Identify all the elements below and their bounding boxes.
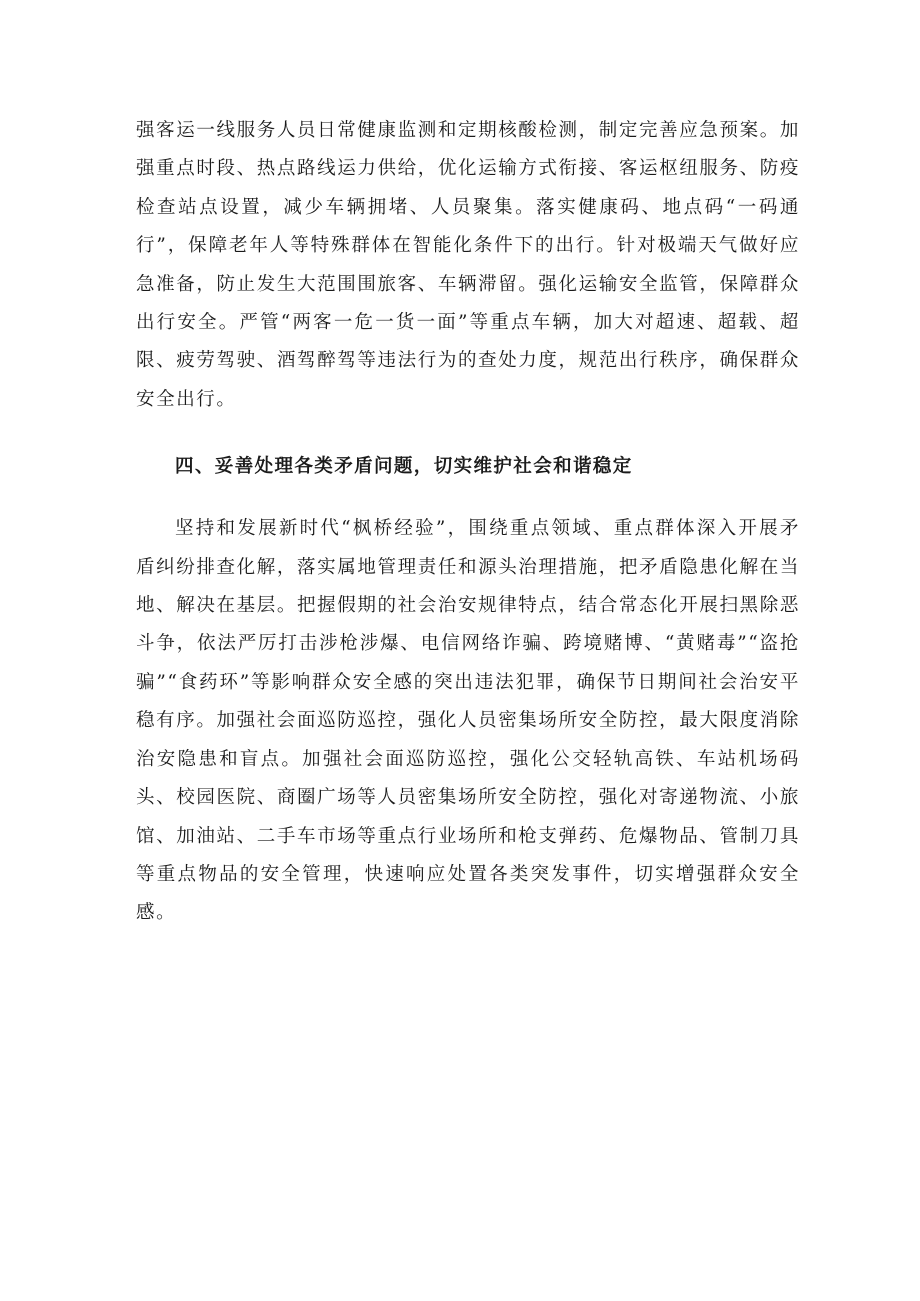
paragraph-section-4: 坚持和发展新时代“枫桥经验”，围绕重点领域、重点群体深入开展矛盾纠纷排查化解，落实属地管理责任和源头治理措施，把矛盾隐患化解在当地、解决在基层。把握假期的社会治安规律特点，结合常态化开展扫黑除恶斗争，依法严厉打击涉枪涉爆、电信网络诈骗、跨境赌博、“黄赌毒”“盗抢骗”“食药环”等影响群众安全感的突出违法犯罪，确保节日期间社会治安平稳有序。加强社会面巡防巡控，强化人员密集场所安全防控，最大限度消除治安隐患和盲点。加强社会面巡防巡控，强化公交轻轨高铁、车站机场码头、校园医院、商圈广场等人员密集场所安全防控，强化对寄递物流、小旅馆、加油站、二手车市场等重点行业场所和枪支弹药、危爆物品、管制刀具等重点物品的安全管理，快速响应处置各类突发事件，切实增强群众安全感。 — [136, 518, 800, 924]
document-body — [136, 112, 800, 933]
paragraph-continued: 强客运一线服务人员日常健康监测和定期核酸检测，制定完善应急预案。加强重点时段、热点路线运力供给，优化运输方式衔接、客运枢纽服务、防疫检查站点设置，减少车辆拥堵、人员聚集。落实健康码、地点码“一码通行”，保障老年人等特殊群体在智能化条件下的出行。针对极端天气做好应急准备，防止发生大范围围旅客、车辆滞留。强化运输安全监管，保障群众出行安全。严管“两客一危一货一面”等重点车辆，加大对超速、超载、超限、疲劳驾驶、酒驾醉驾等违法行为的查处力度，规范出行秩序，确保群众安全出行。 — [136, 120, 800, 410]
section-heading: 四、妥善处理各类矛盾问题，切实维护社会和谐稳定 — [175, 456, 633, 478]
